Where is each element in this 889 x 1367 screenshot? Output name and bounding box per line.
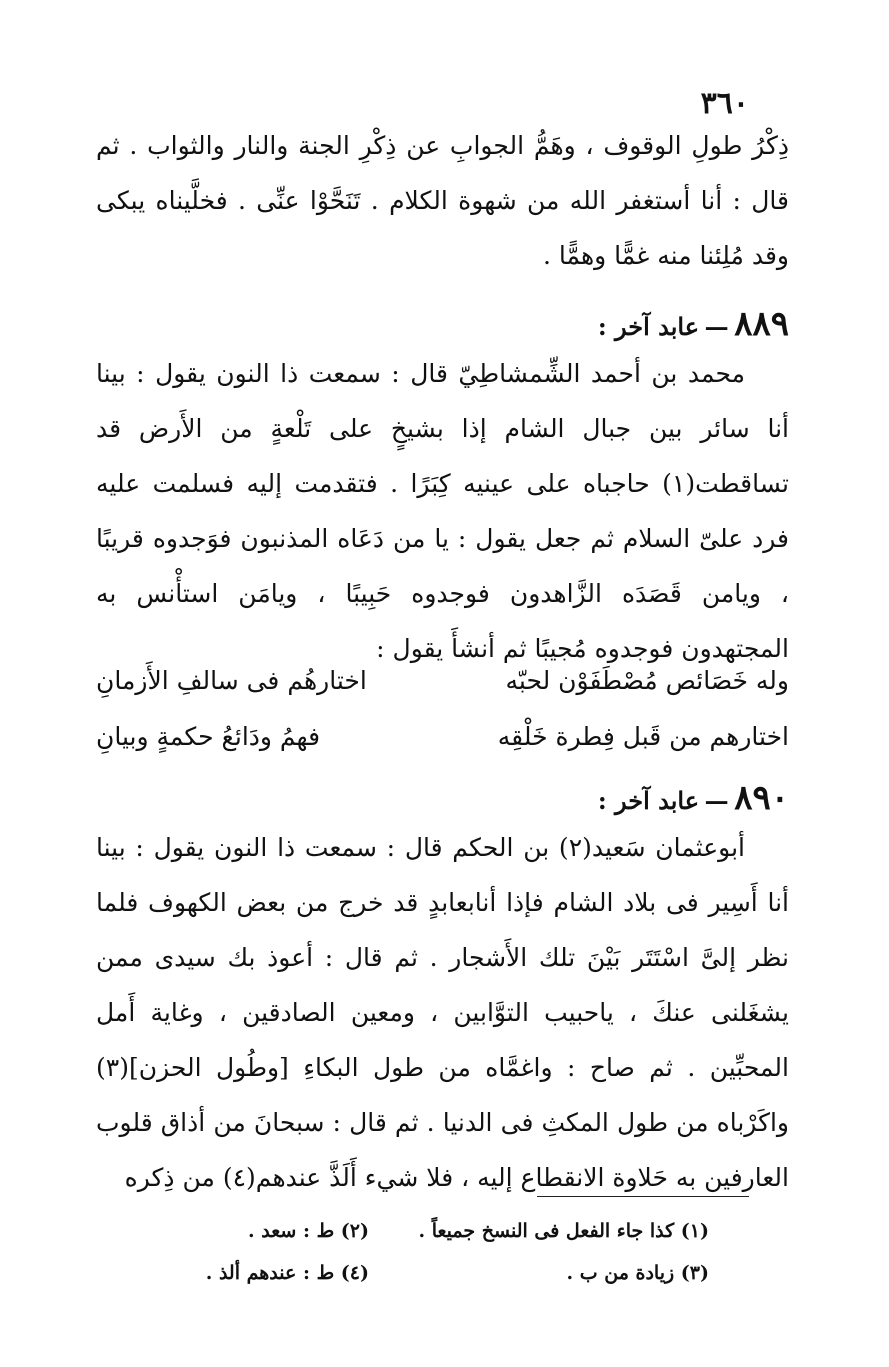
footnote-marker: (٢) [340, 1220, 369, 1242]
entry-separator: — [704, 312, 729, 341]
paragraph-890: أبوعثمان سَعيد(٢) بن الحكم قال : سمعت ذا النون يقول : بينا أنا أَسِير فى بلاد الشام فإذا أنابعابدٍ قد خرج من بعض الكهوف فلما نظر إلىَّ اسْتَتَر بَيْنَ تلك الأَشجار . ثم قال : أعوذ بك سيدى ممن يشغَلنى عنكَ ، ياحبيب التوَّابين ، ومعين الصادقين ، وغاية أَمل المحبِّين . ثم صاح : واغمَّاه من طول البكاءِ [وطُول الحزن](٣) واكَرْباه من طول المكثِ فى الدنيا . ثم قال : سبحانَ من أذاق قلوب العارفين به حَلاوة الانقطاع إليه ، فلا شيء أَلَذَّ عندهم(٤) من ذِكره [96, 833, 789, 1192]
footnote-text: ط : سعد . [248, 1220, 335, 1242]
footnote-divider [537, 1196, 749, 1197]
verse-first-hemistich: اختارهم من قَبل فِطرة خَلْقِه [497, 722, 789, 751]
verse-line [96, 666, 789, 710]
footnote-3 [567, 1262, 710, 1284]
entry-title: عابد آخر : [597, 312, 700, 341]
entry-separator: — [704, 786, 729, 815]
entry-heading-889 [96, 304, 789, 350]
verse-second-hemistich: فهمُ ودَائعُ حكمةٍ وبيانِ [96, 722, 321, 751]
footnote-text: ط : عندهم ألذ . [205, 1262, 335, 1284]
verse-first-hemistich: وله خَصَائص مُصْطَفَوْن لحبّه [505, 666, 789, 695]
verse-second-hemistich: اختارهُم فى سالفِ الأَزمانِ [96, 666, 367, 695]
entry-number: ٨٨٩ [734, 304, 789, 344]
footnote-marker: (٤) [340, 1262, 369, 1284]
footnote-marker: (١) [680, 1220, 709, 1242]
paragraph-continuation: ذِكْرُ طولِ الوقوف ، وهَمُّ الجوابِ عن ذِكْرِ الجنة والنار والثواب . ثم قال : أنا أستغفر الله من شهوة الكلام . تَنَحَّوْا عنِّى . فخلَّيناه يبكى وقد مُلِئنا منه غمًّا وهمًّا . [96, 131, 789, 270]
paragraph-889: محمد بن أحمد الشِّمشاطِيّ قال : سمعت ذا النون يقول : بينا أنا سائر بين جبال الشام إذا بشيخٍ على تَلْعةٍ من الأَرض قد تساقطت(١) حاجباه على عينيه كِبَرًا . فتقدمت إليه فسلمت عليه فرد علىّ السلام ثم جعل يقول : يا من دَعَاه المذنبون فوَجدوه قريبًا ، ويامن قَصَدَه الزَّاهدون فوجدوه حَبِيبًا ، ويامَن استأْنس به المجتهدون فوجدوه مُجيبًا ثم أنشأَ يقول : [96, 359, 789, 663]
footnote-4 [206, 1262, 369, 1284]
entry-heading-890 [96, 778, 789, 824]
footnote-2 [248, 1220, 369, 1242]
footnote-1 [419, 1220, 710, 1242]
verse-line [96, 722, 789, 766]
footnote-text: كذا جاء الفعل فى النسخ جميعاً . [418, 1220, 675, 1242]
entry-title: عابد آخر : [597, 786, 700, 815]
entry-number: ٨٩٠ [734, 778, 789, 818]
page-number: ٣٦٠ [700, 86, 749, 121]
footnote-text: زيادة من ب . [566, 1262, 675, 1284]
footnote-marker: (٣) [680, 1262, 709, 1284]
